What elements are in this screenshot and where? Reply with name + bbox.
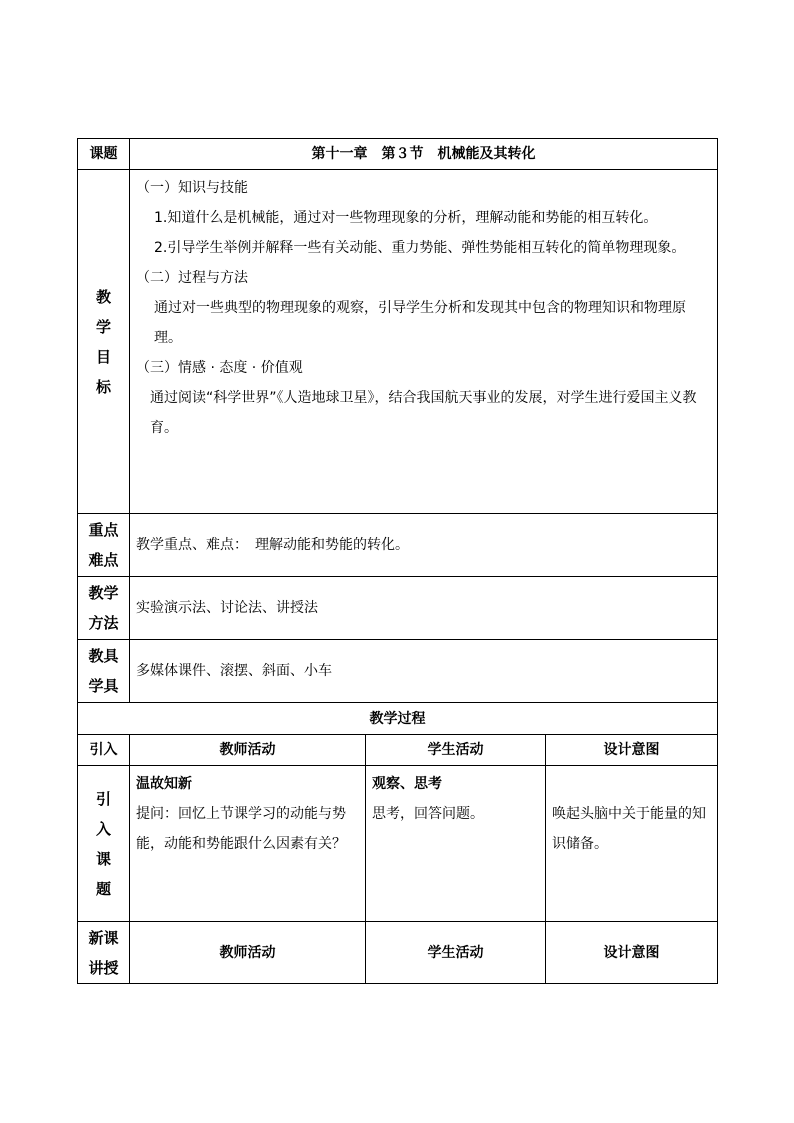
- knowledge-item-2: 2.引导学生举例并解释一些有关动能、重力势能、弹性势能相互转化的简单物理现象。: [154, 240, 686, 256]
- title-row: [78, 139, 718, 170]
- objectives-row: [78, 170, 718, 514]
- objectives-label-char: 学: [95, 317, 111, 336]
- new-lesson-student: 学生活动: [366, 922, 546, 984]
- objectives-label: [78, 170, 130, 514]
- objectives-label-char: 教: [95, 287, 111, 306]
- intro-intent-cell: [546, 766, 718, 922]
- process-title-row: [78, 703, 718, 735]
- intro-teacher-text: 提问：回忆上节课学习的动能与势能，动能和势能跟什么因素有关？: [136, 806, 346, 852]
- col-student-activity: 学生活动: [366, 735, 546, 766]
- intro-row: [78, 766, 718, 922]
- process-methods-heading: （二）过程与方法: [136, 270, 248, 286]
- col-design-intent: 设计意图: [546, 735, 718, 766]
- new-lesson-teacher: 教师活动: [130, 922, 366, 984]
- attitude-values-text: 通过阅读“科学世界”《人造地球卫星》，结合我国航天事业的发展，对学生进行爱国主义教育。: [150, 390, 697, 436]
- intro-stage-char: 题: [95, 879, 111, 898]
- tools-text: 多媒体课件、滚摆、斜面、小车: [130, 640, 718, 703]
- keypoints-row: [78, 514, 718, 577]
- lesson-plan-table: [77, 138, 718, 984]
- process-title: 教学过程: [78, 703, 718, 735]
- intro-stage-label: [78, 766, 130, 922]
- method-row: [78, 577, 718, 640]
- objectives-content: [130, 170, 718, 514]
- intro-teacher-cell: [130, 766, 366, 922]
- new-lesson-label: 新课讲授: [78, 922, 130, 984]
- attitude-values-heading: （三）情感 · 态度 · 价值观: [136, 360, 303, 376]
- intro-student-text: 思考，回答问题。: [372, 806, 484, 822]
- lesson-title: 第十一章 第３节 机械能及其转化: [130, 139, 718, 170]
- knowledge-skills-heading: （一）知识与技能: [136, 180, 248, 196]
- col-stage: 引入: [78, 735, 130, 766]
- keypoints-label: 重点难点: [78, 514, 130, 577]
- tools-label: 教具学具: [78, 640, 130, 703]
- col-teacher-activity: 教师活动: [130, 735, 366, 766]
- keypoints-text: 教学重点、难点： 理解动能和势能的转化。: [130, 514, 718, 577]
- process-header-row: [78, 735, 718, 766]
- new-lesson-row: [78, 922, 718, 984]
- intro-stage-char: 入: [95, 819, 111, 838]
- objectives-label-char: 标: [95, 377, 111, 396]
- method-text: 实验演示法、讨论法、讲授法: [130, 577, 718, 640]
- intro-student-title: 观察、思考: [372, 776, 442, 792]
- process-methods-text: 通过对一些典型的物理现象的观察，引导学生分析和发现其中包含的物理知识和物理原理。: [154, 300, 686, 346]
- intro-intent-text: 唤起头脑中关于能量的知识储备。: [552, 806, 706, 852]
- topic-label: 课题: [78, 139, 130, 170]
- intro-stage-char: 引: [95, 789, 111, 808]
- knowledge-item-1: 1.知道什么是机械能，通过对一些物理现象的分析，理解动能和势能的相互转化。: [154, 210, 658, 226]
- new-lesson-intent: 设计意图: [546, 922, 718, 984]
- intro-teacher-title: 温故知新: [136, 776, 192, 792]
- intro-student-cell: [366, 766, 546, 922]
- method-label: 教学方法: [78, 577, 130, 640]
- tools-row: [78, 640, 718, 703]
- objectives-label-char: 目: [95, 347, 111, 366]
- intro-stage-char: 课: [95, 849, 111, 868]
